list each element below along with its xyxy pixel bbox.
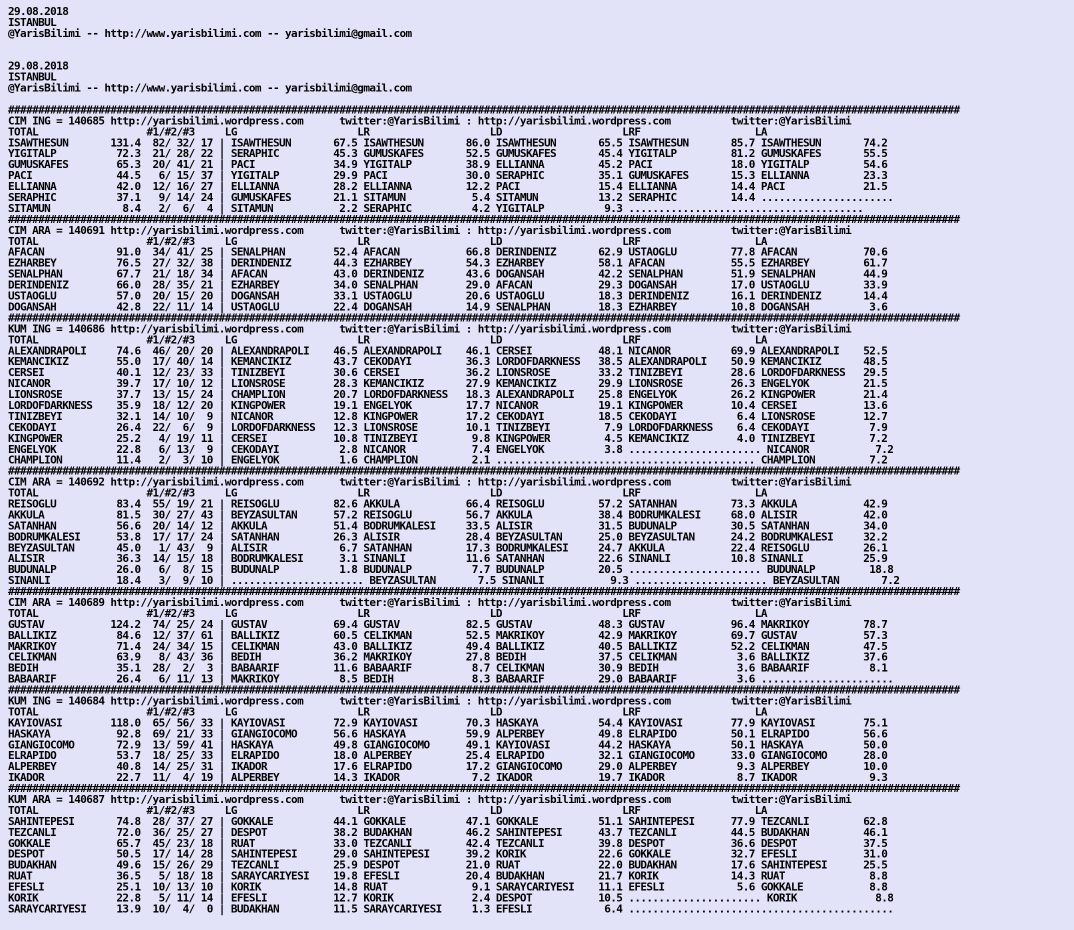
race-row: DOGANSAH 42.8 22/ 11/ 14 | USTAOGLU 22.4 DOGANSAH 14.9 SENALPHAN 18.3 EZHARBEY 10.8 DOGANSAH 3.6 [8, 300, 888, 314]
race-row: ALISIR 36.3 14/ 15/ 18 | BODRUMKALESI 3.1 SINANLI 11.6 SATANHAN 22.6 SINANLI 10.8 SINANLI 25.9 [8, 552, 888, 566]
race-row: LORDOFDARKNESS 35.9 18/ 12/ 20 | KINGPOWER 19.1 ENGELYOK 17.7 NICANOR 19.1 KINGPOWER 10.4 CERSEI 13.6 [8, 399, 888, 412]
race-row: SATANHAN 56.6 20/ 14/ 12 | AKKULA 51.4 BODRUMKALESI 33.5 ALISIR 31.5 BUDUNALP 30.5 SATANHAN 34.0 [8, 519, 888, 533]
race-row: ALEXANDRAPOLI 74.6 46/ 20/ 20 | ALEXANDRAPOLI 46.5 ALEXANDRAPOLI 46.1 CERSEI 48.1 NICANOR 69.9 ALEXANDRAPOLI 52.5 [8, 344, 888, 358]
race-row: TINIZBEYI 32.1 14/ 10/ 9 | NICANOR 12.8 KINGPOWER 17.2 CEKODAYI 18.5 CEKODAYI 6.4 LIONSROSE 12.7 [8, 409, 888, 423]
race-row: GUSTAV 124.2 74/ 25/ 24 | GUSTAV 69.4 GUSTAV 82.5 GUSTAV 48.3 GUSTAV 96.4 MAKRIKOY 78.7 [8, 617, 888, 631]
race-row: AFACAN 91.0 34/ 41/ 25 | SENALPHAN 52.4 AFACAN 66.8 DERINDENIZ 62.9 USTAOGLU 77.8 AFACAN 70.6 [8, 245, 888, 259]
race-title: CIM ARA = 140689 http://yarisbilimi.wordpress.com twitter:@YarisBilimi : http://yarisbilimi.wordpress.com twitter:@YarisBilimi [8, 596, 852, 609]
race-row: CEKODAYI 26.4 22/ 6/ 9 | LORDOFDARKNESS 12.3 LIONSROSE 10.1 TINIZBEYI 7.9 LORDOFDARKNESS 6.4 CEKODAYI 7.9 [8, 420, 888, 434]
race-column-header: TOTAL #1/#2/#3 LG LR LD LRF LA [8, 705, 767, 719]
race-row: BUDUNALP 26.0 6/ 8/ 15 | BUDUNALP 1.8 BUDUNALP 7.7 BUDUNALP 20.5 ...................... BUDUNALP 18.8 [8, 563, 894, 577]
race-row: KEMANCIKIZ 55.0 17/ 40/ 14 | KEMANCIKIZ 43.7 CEKODAYI 36.3 LORDOFDARKNESS 38.5 ALEXANDRAPOLI 50.9 KEMANCIKIZ 48.5 [8, 355, 888, 369]
race-column-header: TOTAL #1/#2/#3 LG LR LD LRF LA [8, 486, 767, 500]
header-contact: @YarisBilimi -- http://www.yarisbilimi.com -- yarisbilimi@gmail.com [8, 81, 412, 95]
header-date: 29.08.2018 [8, 5, 69, 18]
header-city: ISTANBUL [8, 15, 57, 29]
race-row: SARAYCARIYESI 13.9 10/ 4/ 0 | BUDAKHAN 11.5 SARAYCARIYESI 1.3 EFESLI 6.4 ............................................ [8, 902, 894, 916]
race-row: SERAPHIC 37.1 9/ 14/ 24 | GUMUSKAFES 21.1 SITAMUN 5.4 SITAMUN 13.2 SERAPHIC 14.4 ...................... [8, 191, 894, 205]
race-column-header: TOTAL #1/#2/#3 LG LR LD LRF LA [8, 333, 767, 347]
race-row: BABAARIF 26.4 6/ 11/ 13 | MAKRIKOY 8.5 BEDIH 8.3 BABAARIF 29.0 BABAARIF 3.6 ...................... [8, 672, 894, 686]
race-separator: ############################################################################################################################################################## [8, 585, 960, 599]
race-row: TEZCANLI 72.0 36/ 25/ 27 | DESPOT 38.2 BUDAKHAN 46.2 SAHINTEPESI 43.7 TEZCANLI 44.5 BUDAKHAN 46.1 [8, 825, 888, 839]
race-title: CIM ARA = 140692 http://yarisbilimi.wordpress.com twitter:@YarisBilimi : http://yarisbilimi.wordpress.com twitter:@YarisBilimi [8, 475, 852, 489]
race-title: KUM ING = 140686 http://yarisbilimi.wordpress.com twitter:@YarisBilimi : http://yarisbilimi.wordpress.com twitter:@YarisBilimi [8, 322, 852, 336]
race-row: EFESLI 25.1 10/ 13/ 10 | KORIK 14.8 RUAT 9.1 SARAYCARIYESI 11.1 EFESLI 5.6 GOKKALE 8.8 [8, 880, 888, 894]
race-row: ISAWTHESUN 131.4 82/ 32/ 17 | ISAWTHESUN 67.5 ISAWTHESUN 86.0 ISAWTHESUN 65.5 ISAWTHESUN 85.7 ISAWTHESUN 74.2 [8, 136, 888, 150]
race-separator: ############################################################################################################################################################## [8, 464, 960, 478]
race-row: RUAT 36.5 5/ 18/ 18 | SARAYCARIYESI 19.8 EFESLI 20.4 BUDAKHAN 21.7 KORIK 14.3 RUAT 8.8 [8, 869, 888, 883]
race-column-header: TOTAL #1/#2/#3 LG LR LD LRF LA [8, 803, 767, 817]
race-title: KUM ING = 140684 http://yarisbilimi.wordpress.com twitter:@YarisBilimi : http://yarisbilimi.wordpress.com twitter:@YarisBilimi [8, 694, 852, 708]
race-row: HASKAYA 92.8 69/ 21/ 33 | GIANGIOCOMO 56.6 HASKAYA 59.9 ALPERBEY 49.8 ELRAPIDO 50.1 ELRAPIDO 56.6 [8, 727, 888, 741]
race-row: DERINDENIZ 66.0 28/ 35/ 21 | EZHARBEY 34.0 SENALPHAN 29.0 AFACAN 29.3 DOGANSAH 17.0 USTAOGLU 33.9 [8, 278, 888, 292]
race-row: DESPOT 50.5 17/ 14/ 28 | SAHINTEPESI 29.0 SAHINTEPESI 39.2 KORIK 22.6 GOKKALE 32.7 EFESLI 31.0 [8, 847, 888, 861]
race-row: KINGPOWER 25.2 4/ 19/ 11 | CERSEI 10.8 TINIZBEYI 9.8 KINGPOWER 4.5 KEMANCIKIZ 4.0 TINIZBEYI 7.2 [8, 431, 888, 445]
race-row: ALPERBEY 40.8 14/ 25/ 31 | IKADOR 17.6 ELRAPIDO 17.2 GIANGIOCOMO 29.0 ALPERBEY 9.3 ALPERBEY 10.0 [8, 760, 888, 774]
race-row: ELRAPIDO 53.7 18/ 25/ 33 | ELRAPIDO 18.0 ALPERBEY 25.4 ELRAPIDO 32.1 GIANGIOCOMO 33.0 GIANGIOCOMO 28.0 [8, 749, 888, 763]
race-row: GUMUSKAFES 65.3 20/ 41/ 21 | PACI 34.9 YIGITALP 38.9 ELLIANNA 45.2 PACI 18.0 YIGITALP 54.6 [8, 158, 888, 172]
header-blank [8, 50, 960, 61]
race-row: ELLIANNA 42.0 12/ 16/ 27 | ELLIANNA 28.2 ELLIANNA 12.2 PACI 15.4 ELLIANNA 14.4 PACI 21.5 [8, 180, 888, 194]
race-separator: ############################################################################################################################################################## [8, 782, 960, 796]
race-row: CHAMPLION 11.4 2/ 3/ 10 | ENGELYOK 1.6 CHAMPLION 2.1 ........................................... CHAMPLION 7.2 [8, 453, 888, 467]
race-row: KORIK 22.8 5/ 11/ 14 | EFESLI 12.7 KORIK 2.4 DESPOT 10.5 ...................... KORIK 8.8 [8, 891, 894, 905]
race-row: KAYIOVASI 118.0 65/ 56/ 33 | KAYIOVASI 72.9 KAYIOVASI 70.3 HASKAYA 54.4 KAYIOVASI 77.9 KAYIOVASI 75.1 [8, 716, 888, 730]
race-title: KUM ARA = 140687 http://yarisbilimi.wordpress.com twitter:@YarisBilimi : http://yarisbilimi.wordpress.com twitter:@YarisBilimi [8, 793, 852, 806]
race-row: SITAMUN 8.4 2/ 6/ 4 | SITAMUN 2.2 SERAPHIC 4.2 YIGITALP 9.3 ....................................... [8, 202, 864, 215]
race-title: CIM ING = 140685 http://yarisbilimi.wordpress.com twitter:@YarisBilimi : http://yarisbilimi.wordpress.com twitter:@YarisBilimi [8, 114, 852, 128]
race-row: USTAOGLU 57.0 20/ 15/ 20 | DOGANSAH 33.1 USTAOGLU 20.6 USTAOGLU 18.3 DERINDENIZ 16.1 DERINDENIZ 14.4 [8, 289, 888, 303]
race-row: SAHINTEPESI 74.8 28/ 37/ 27 | GOKKALE 44.1 GOKKALE 47.1 GOKKALE 51.1 SAHINTEPESI 77.9 TEZCANLI 62.8 [8, 814, 888, 828]
race-row: IKADOR 22.7 11/ 4/ 19 | ALPERBEY 14.3 IKADOR 7.2 IKADOR 19.7 IKADOR 8.7 IKADOR 9.3 [8, 771, 888, 785]
race-row: REISOGLU 83.4 55/ 19/ 21 | REISOGLU 82.6 AKKULA 66.4 REISOGLU 57.2 SATANHAN 73.3 AKKULA 42.9 [8, 497, 888, 511]
race-row: SENALPHAN 67.7 21/ 18/ 34 | AFACAN 43.0 DERINDENIZ 43.6 DOGANSAH 42.2 SENALPHAN 51.9 SENALPHAN 44.9 [8, 267, 888, 281]
race-row: ENGELYOK 22.8 6/ 13/ 9 | CEKODAYI 2.8 NICANOR 7.4 ENGELYOK 3.8 ...................... NICANOR 7.2 [8, 442, 894, 456]
race-row: LIONSROSE 37.7 13/ 15/ 24 | CHAMPLION 20.7 LORDOFDARKNESS 18.3 ALEXANDRAPOLI 25.8 ENGELYOK 26.2 KINGPOWER 21.4 [8, 388, 888, 402]
race-row: MAKRIKOY 71.4 24/ 34/ 15 | CELIKMAN 43.0 BALLIKIZ 49.4 BALLIKIZ 40.5 BALLIKIZ 52.2 CELIKMAN 47.5 [8, 639, 888, 653]
race-row: BODRUMKALESI 53.8 17/ 17/ 24 | SATANHAN 26.3 ALISIR 28.4 BEYZASULTAN 25.0 BEYZASULTAN 24.2 BODRUMKALESI 32.2 [8, 530, 888, 544]
race-row: BEYZASULTAN 45.0 1/ 43/ 9 | ALISIR 6.7 SATANHAN 17.3 BODRUMKALESI 24.7 AKKULA 22.4 REISOGLU 26.1 [8, 541, 888, 555]
race-title: CIM ARA = 140691 http://yarisbilimi.wordpress.com twitter:@YarisBilimi : http://yarisbilimi.wordpress.com twitter:@YarisBilimi [8, 223, 852, 237]
race-row: BALLIKIZ 84.6 12/ 37/ 61 | BALLIKIZ 60.5 CELIKMAN 52.5 MAKRIKOY 42.9 MAKRIKOY 69.7 GUSTAV 57.3 [8, 628, 888, 642]
race-separator: ############################################################################################################################################################## [8, 212, 960, 226]
race-separator: ############################################################################################################################################################## [8, 103, 960, 117]
race-row: CELIKMAN 63.9 8/ 43/ 36 | BEDIH 36.2 MAKRIKOY 27.8 BEDIH 37.5 CELIKMAN 3.6 BALLIKIZ 37.6 [8, 650, 888, 664]
race-separator: ############################################################################################################################################################## [8, 311, 960, 325]
race-row: AKKULA 81.5 30/ 27/ 43 | BEYZASULTAN 57.2 REISOGLU 56.7 AKKULA 38.4 BODRUMKALESI 68.0 ALISIR 42.0 [8, 508, 888, 522]
race-report-document [8, 6, 960, 914]
race-row: BEDIH 35.1 28/ 2/ 3 | BABAARIF 11.6 BABAARIF 8.7 CELIKMAN 30.9 BEDIH 3.6 BABAARIF 8.1 [8, 661, 888, 675]
race-row: GIANGIOCOMO 72.9 13/ 59/ 41 | HASKAYA 49.8 GIANGIOCOMO 49.1 KAYIOVASI 44.2 HASKAYA 50.1 HASKAYA 50.0 [8, 738, 888, 752]
race-row: GOKKALE 65.7 45/ 23/ 18 | RUAT 33.0 TEZCANLI 42.4 TEZCANLI 39.8 DESPOT 36.6 DESPOT 37.5 [8, 836, 888, 850]
race-row: PACI 44.5 6/ 15/ 37 | YIGITALP 29.9 PACI 30.0 SERAPHIC 35.1 GUMUSKAFES 15.3 ELLIANNA 23.3 [8, 169, 888, 183]
race-row: BUDAKHAN 49.6 15/ 26/ 29 | TEZCANLI 25.9 DESPOT 21.0 RUAT 22.0 BUDAKHAN 17.6 SAHINTEPESI 25.5 [8, 858, 888, 872]
race-column-header: TOTAL #1/#2/#3 LG LR LD LRF LA [8, 606, 767, 620]
header-contact: @YarisBilimi -- http://www.yarisbilimi.com -- yarisbilimi@gmail.com [8, 26, 412, 40]
race-row: SINANLI 18.4 3/ 9/ 10 | ...................... BEYZASULTAN 7.5 SINANLI 9.3 ...................... BEYZASULTAN 7.2 [8, 574, 900, 588]
race-row: CERSEI 40.1 12/ 23/ 33 | TINIZBEYI 30.6 CERSEI 36.2 LIONSROSE 33.2 TINIZBEYI 28.6 LORDOFDARKNESS 29.5 [8, 366, 888, 380]
race-column-header: TOTAL #1/#2/#3 LG LR LD LRF LA [8, 125, 767, 139]
header-blank [8, 39, 960, 50]
race-separator: ############################################################################################################################################################## [8, 683, 960, 697]
header-city: ISTANBUL [8, 70, 57, 84]
race-column-header: TOTAL #1/#2/#3 LG LR LD LRF LA [8, 234, 767, 248]
race-row: EZHARBEY 76.5 27/ 32/ 38 | DERINDENIZ 44.3 EZHARBEY 54.3 EZHARBEY 58.1 AFACAN 55.5 EZHARBEY 61.7 [8, 256, 888, 270]
header-date: 29.08.2018 [8, 59, 69, 73]
race-row: YIGITALP 72.3 21/ 28/ 22 | SERAPHIC 45.3 GUMUSKAFES 52.5 GUMUSKAFES 45.4 YIGITALP 81.2 GUMUSKAFES 55.5 [8, 147, 888, 161]
race-row: NICANOR 39.7 17/ 10/ 12 | LIONSROSE 28.3 KEMANCIKIZ 27.9 KEMANCIKIZ 29.9 LIONSROSE 26.3 ENGELYOK 21.5 [8, 377, 888, 391]
